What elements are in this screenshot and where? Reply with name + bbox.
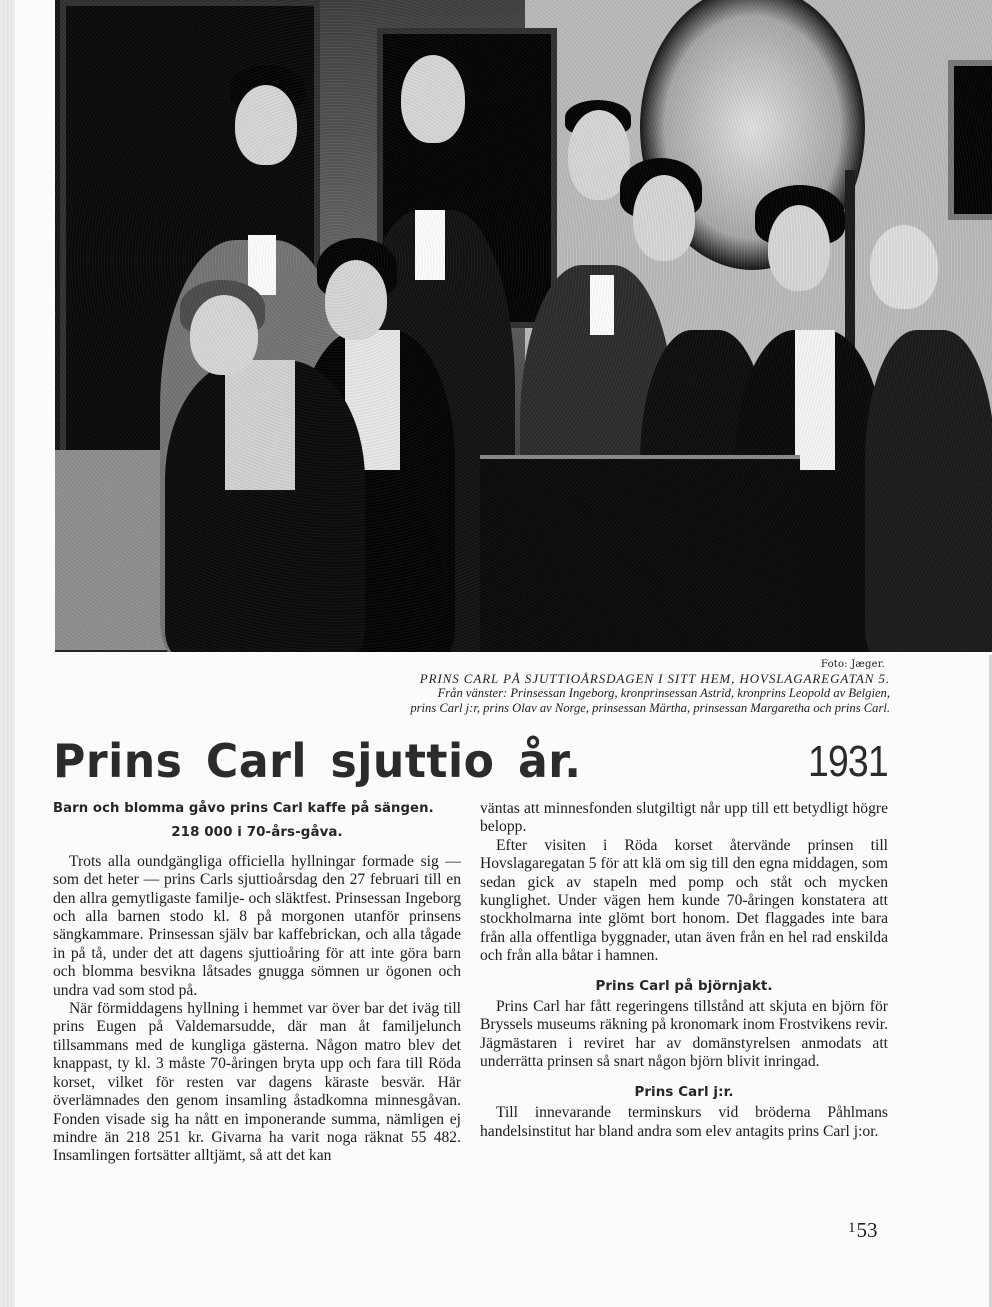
caption-title: PRINS CARL PÅ SJUTTIOÅRSDAGEN I SITT HEM, HOVSLAGAREGATAN 5.: [419, 671, 890, 686]
photo-credit: Foto: Jæger.: [821, 659, 885, 670]
figure-carl-jr-shirt: [415, 210, 445, 280]
paragraph-evening-dinner: Efter visiten i Röda korset återvände prinsen till Hovslagaregatan 5 för att klä om sig till den egna middagen, som sedan gick av stapeln med pomp och ståt och mycken kunglighet. Under vägen hem kunde 70-åringen konstatera att stockholmarna inte glömt bort honom. Det flaggades inte bara från alla offentliga byggnader, utan även från en hel rad enskilda och från alla båtar i hamnen.: [480, 836, 888, 965]
page-number-rest: 53: [856, 1218, 878, 1242]
page-gutter-left: [0, 0, 15, 1307]
figure-astrid-head: [325, 260, 387, 340]
ornate-table: [480, 455, 800, 652]
page-number-prefix: 1: [848, 1220, 856, 1236]
paragraph-carl-jr: Till innevarande terminskurs vid bröderna Påhlmans handelsinstitut har bland andra som elev antagits prins Carl j:or.: [480, 1104, 888, 1140]
painting-right: [948, 60, 992, 220]
figure-leopold-head: [235, 85, 297, 165]
subheading-bear-hunt: Prins Carl på björnjakt.: [595, 978, 773, 994]
paragraph-birthday-morning: Trots alla oundgängliga officiella hyllningar formade sig — som det heter — prins Carls sjuttioårsdag den 27 februari till en den allra gemytligaste familje- och släktfest. Prinsessan Ingeborg och alla barnen stodo kl. 8 på morgonen utanför prinsens sängkammare. Prinsessan själv bar kaffebrickan, och alla tågade in på tå, under det att dagens sjuttioåring för att inte göra barn och blomma besvikna låtsades gnugga sömnen ur ögonen och undra vad som stod på.: [53, 852, 461, 999]
paragraph-lunch-redcross: När förmiddagens hyllning i hemmet var över bar det iväg till prins Eugen på Valdemarsudde, där man åt familjelunch tillsammans med de kungliga gästerna. Någon matro blev det knappast, ty kl. 3 måste 70-åringen bryta upp och fara till Röda korset, vilket för resten var dagens käraste besvär. Här överlämnades den genom insamling åstadkomna minnesgåvan. Fonden visade sig ha nått en imponerande summa, nämligen ej mindre än 218 251 kr. Givarna ha varit noga räknat 55 482. Insamlingen fortsätter alltjämt, så att det kan: [53, 1000, 461, 1165]
article-column-right: [480, 800, 888, 1141]
figure-ingeborg-head: [190, 295, 258, 375]
figure-margaretha-head: [768, 205, 830, 291]
article-column-left: [53, 800, 461, 1166]
figure-martha-head: [633, 175, 695, 261]
paragraph-bear-hunt: Prins Carl har fått regeringens tillstånd att skjuta en björn för Bryssels museums räkning på kronomark inom Frostvikens revir. Jägmästaren i reviret har av domänstyrelsen anmodats att underrätta prinsen så snart någon björn blivit inringad.: [480, 998, 888, 1071]
subheading-carl-jr: Prins Carl j:r.: [634, 1084, 734, 1100]
figure-leopold-shirt: [248, 235, 276, 295]
figure-prince-carl-head: [870, 225, 938, 309]
photo-caption: [190, 671, 890, 716]
page-number: [848, 1218, 878, 1243]
figure-carl-jr-head: [401, 55, 465, 143]
figure-olav-shirt: [590, 275, 614, 335]
article-headline: Prins Carl sjuttio år.: [53, 734, 582, 788]
figure-prince-carl: [865, 330, 992, 652]
subheading-gift: 218 000 i 70-års-gåva.: [171, 825, 343, 841]
caption-line-2: Från vänster: Prinsessan Ingeborg, kronprinsessan Astrid, kronprins Leopold av Belgien,: [437, 686, 890, 700]
paragraph-continuation: väntas att minnesfonden slutgiltigt når upp till ett betydligt högre belopp.: [480, 800, 888, 836]
group-photograph: [55, 0, 992, 652]
figure-margaretha-collar: [795, 330, 835, 470]
figure-ingeborg-lace: [225, 360, 295, 490]
article-year: 1931: [808, 737, 888, 786]
caption-line-3: prins Carl j:r, prins Olav av Norge, prinsessan Märtha, prinsessan Margaretha och prins Carl.: [410, 701, 890, 715]
subheading-coffee: Barn och blomma gåvo prins Carl kaffe på sängen.: [53, 801, 434, 816]
